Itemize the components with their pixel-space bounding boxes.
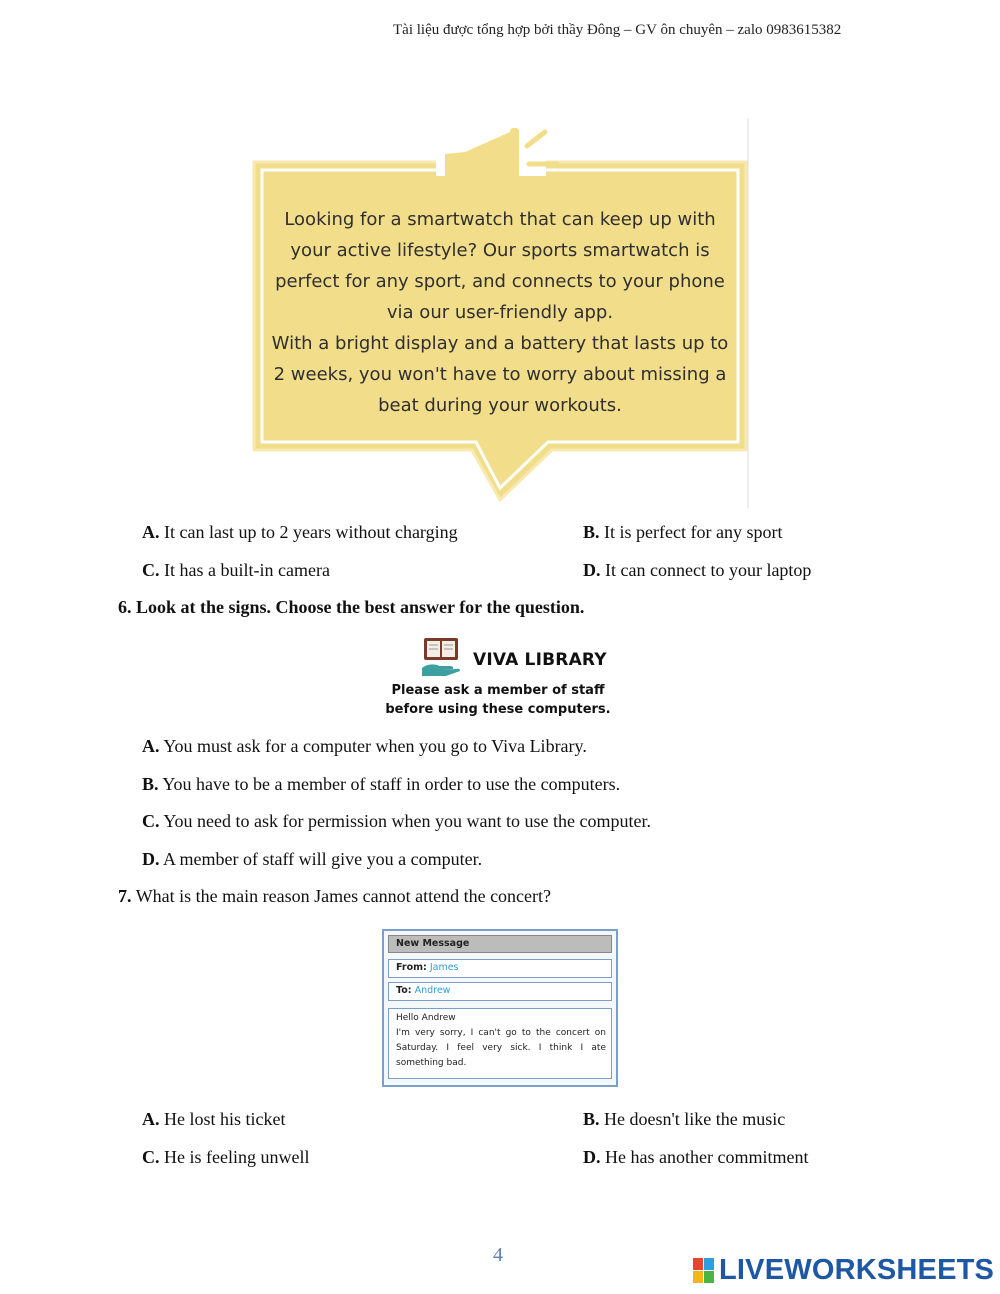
option-text: He lost his ticket [164, 1109, 286, 1129]
email-greeting: Hello Andrew [396, 1013, 456, 1023]
option-letter: A. [142, 522, 160, 542]
advert-line: Looking for a smartwatch that can keep up with [284, 209, 716, 230]
page-number: 4 [493, 1244, 503, 1266]
sign-line-1: Please ask a member of staff [391, 683, 605, 698]
email-header: New Message [388, 935, 612, 953]
option-text: You have to be a member of staff in order to use the computers. [162, 774, 621, 794]
option-text: He doesn't like the music [604, 1109, 786, 1129]
question-6-title: 6. Look at the signs. Choose the best answer for the question. [118, 597, 585, 617]
option-c[interactable] [142, 560, 330, 581]
option-letter: C. [142, 811, 160, 831]
advert-line: perfect for any sport, and connects to your phone [275, 271, 725, 292]
to-label: To: [396, 985, 412, 996]
option-d[interactable] [583, 1147, 808, 1168]
smartwatch-advert [250, 118, 750, 508]
question-7 [118, 886, 551, 907]
email-window [382, 929, 618, 1087]
option-a[interactable] [142, 736, 587, 757]
email-to-field [388, 982, 612, 1001]
option-c[interactable] [142, 1147, 309, 1168]
option-b[interactable] [583, 522, 782, 543]
option-letter: B. [583, 1109, 600, 1129]
option-letter: D. [142, 849, 160, 869]
question-number: 7. [118, 886, 132, 906]
option-a[interactable] [142, 522, 458, 543]
advert-line: beat during your workouts. [378, 395, 622, 416]
book-in-hand-icon [420, 636, 464, 678]
option-letter: C. [142, 1147, 160, 1167]
sign-line-2: before using these computers. [385, 702, 611, 717]
option-d[interactable] [583, 560, 811, 581]
option-letter: B. [583, 522, 600, 542]
option-text: A member of staff will give you a computer. [163, 849, 483, 869]
megaphone-icon [435, 124, 565, 204]
question-text: What is the main reason James cannot attend the concert? [135, 886, 552, 906]
sign-title: VIVA LIBRARY [473, 650, 607, 670]
option-b[interactable] [142, 774, 620, 795]
option-letter: D. [583, 560, 601, 580]
advert-line: With a bright display and a battery that lasts up to [271, 333, 729, 354]
option-text: It can connect to your laptop [605, 560, 812, 580]
advert-line: via our user-friendly app. [386, 302, 614, 323]
logo-text: LIVEWORKSHEETS [719, 1254, 995, 1286]
logo-blocks-icon [693, 1258, 715, 1284]
option-b[interactable] [583, 1109, 785, 1130]
email-from-field [388, 959, 612, 978]
to-value: Andrew [414, 985, 451, 996]
option-text: It is perfect for any sport [604, 522, 783, 542]
advert-text [262, 204, 738, 421]
email-message: I'm very sorry, I can't go to the concert on Saturday. I feel very sick. I think I ate something bad. [396, 1028, 606, 1068]
option-letter: D. [583, 1147, 601, 1167]
option-letter: A. [142, 736, 160, 756]
option-text: He is feeling unwell [164, 1147, 310, 1167]
advert-line: your active lifestyle? Our sports smartwatch is [290, 240, 710, 261]
option-text: You need to ask for permission when you want to use the computer. [163, 811, 651, 831]
option-c[interactable] [142, 811, 651, 832]
option-text: You must ask for a computer when you go to Viva Library. [163, 736, 587, 756]
option-letter: C. [142, 560, 160, 580]
option-text: It can last up to 2 years without charging [164, 522, 458, 542]
from-value: James [429, 962, 459, 973]
advert-line: 2 weeks, you won't have to worry about missing a [273, 364, 727, 385]
page-header: Tài liệu được tổng hợp bởi thầy Đông – GV ôn chuyên – zalo 0983615382 [393, 22, 842, 38]
email-body [388, 1008, 612, 1079]
option-text: It has a built-in camera [164, 560, 330, 580]
option-d[interactable] [142, 849, 482, 870]
from-label: From: [396, 962, 427, 973]
option-letter: A. [142, 1109, 160, 1129]
option-letter: B. [142, 774, 159, 794]
option-text: He has another commitment [605, 1147, 809, 1167]
option-a[interactable] [142, 1109, 285, 1130]
